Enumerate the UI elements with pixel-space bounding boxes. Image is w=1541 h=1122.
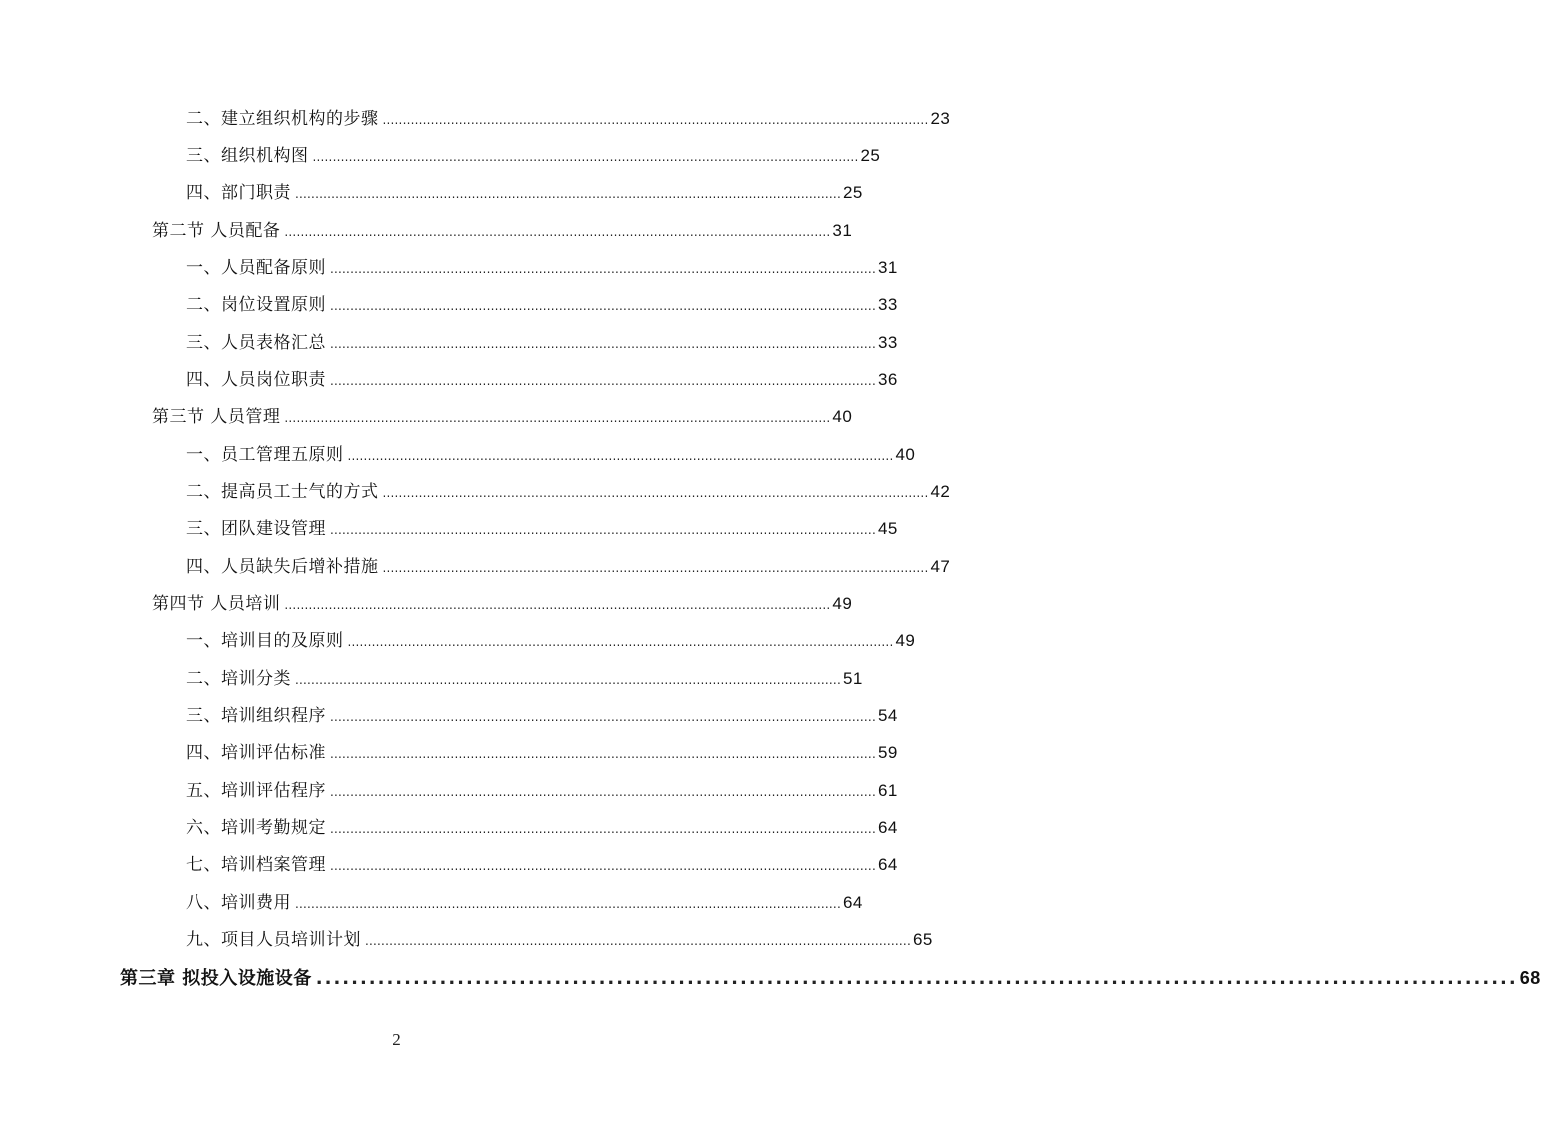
dot-leader: ........................................................................................................................................ [330, 822, 876, 836]
dot-leader: ........................................................................................................................................ [382, 113, 929, 127]
toc-entry[interactable] [186, 665, 863, 693]
toc-entry[interactable] [186, 105, 951, 133]
toc-entry-title: 三、培训组织程序 [186, 706, 326, 726]
toc-entry-title: 三、团队建设管理 [186, 519, 326, 539]
toc-entry-title: 一、人员配备原则 [186, 258, 326, 278]
dot-leader: ........................................................................................................................................ [330, 374, 876, 388]
toc-entry-page: 64 [842, 893, 863, 912]
toc-entry-page: 64 [877, 855, 898, 874]
dot-leader: ........................................................................................................................................ [312, 150, 859, 164]
toc-entry-page: 64 [877, 818, 898, 837]
toc-entry-title: 第二节 人员配备 [152, 221, 281, 241]
toc-entry-page: 51 [842, 669, 863, 688]
toc-entry-page: 49 [895, 631, 916, 650]
toc-entry[interactable] [152, 403, 853, 431]
toc-entry-title: 四、部门职责 [186, 183, 291, 203]
dot-leader: ........................................................................................................................................ [295, 673, 841, 687]
toc-entry-title: 三、组织机构图 [186, 146, 309, 166]
toc-entry-title: 九、项目人员培训计划 [186, 930, 361, 950]
dot-leader: ........................................................................................................................................ [284, 598, 831, 612]
toc-entry[interactable] [186, 478, 951, 506]
toc-entry-title: 七、培训档案管理 [186, 855, 326, 875]
toc-entry-page: 33 [877, 295, 898, 314]
dot-leader: ........................................................................................................................................ [295, 897, 841, 911]
toc-entry-page: 49 [832, 594, 853, 613]
toc-entry[interactable] [186, 366, 898, 394]
toc-entry[interactable] [186, 329, 898, 357]
toc-entry[interactable] [186, 739, 898, 767]
toc-entry-page: 23 [930, 109, 951, 128]
toc-entry-title: 一、培训目的及原则 [186, 631, 344, 651]
toc-entry-page: 59 [877, 743, 898, 762]
dot-leader: ........................................................................................................................................ [330, 337, 876, 351]
page-number: 2 [392, 1030, 401, 1049]
toc-entry-title: 三、人员表格汇总 [186, 333, 326, 353]
toc-entry-page: 33 [877, 333, 898, 352]
toc-entry[interactable] [186, 702, 898, 730]
dot-leader: ........................................................................................................................................ [382, 561, 929, 575]
dot-leader: ........................................................................................................................................ [330, 747, 876, 761]
toc-entry-page: 40 [832, 407, 853, 426]
toc-entry-page: 54 [877, 706, 898, 725]
toc-entry[interactable] [186, 515, 898, 543]
toc-entry-title: 二、提高员工士气的方式 [186, 482, 379, 502]
dot-leader: ........................................................................................................................................ [284, 225, 831, 239]
toc-entry[interactable] [186, 553, 951, 581]
toc-entry[interactable] [186, 814, 898, 842]
dot-leader: ........................................................................................................................................ [330, 859, 876, 873]
dot-leader: ........................................................................................................................................ [330, 262, 876, 276]
toc-entry-title: 第三章 拟投入设施设备 [120, 968, 312, 989]
dot-leader: ........................................................................................................................................ [330, 785, 876, 799]
toc-entry[interactable] [186, 254, 898, 282]
toc-entry-page: 42 [930, 482, 951, 501]
toc-entry-title: 八、培训费用 [186, 893, 291, 913]
dot-leader: ........................................................................................................................................ [330, 523, 876, 537]
toc-entry-title: 二、培训分类 [186, 669, 291, 689]
toc-entry[interactable] [186, 179, 863, 207]
toc-entry-title: 五、培训评估程序 [186, 781, 326, 801]
toc-entry-title: 四、培训评估标准 [186, 743, 326, 763]
toc-entry-page: 40 [895, 445, 916, 464]
toc-entry[interactable] [186, 926, 933, 954]
toc-entry-title: 二、岗位设置原则 [186, 295, 326, 315]
toc-entry-page: 68 [1519, 968, 1541, 988]
toc-entry-title: 二、建立组织机构的步骤 [186, 109, 379, 129]
dot-leader: ........................................................................................................................................ [295, 187, 841, 201]
toc-entry-title: 六、培训考勤规定 [186, 818, 326, 838]
toc-entry[interactable] [186, 441, 916, 469]
dot-leader: ........................................................................................................................................ [365, 934, 911, 948]
toc-entry[interactable] [186, 851, 898, 879]
toc-entry[interactable] [186, 777, 898, 805]
dot-leader: ........................................................................................................................................ [347, 635, 894, 649]
dot-leader: ........................................................................................................................................ [330, 299, 876, 313]
toc-entry-title: 第三节 人员管理 [152, 407, 281, 427]
toc-entry-page: 65 [912, 930, 933, 949]
dot-leader: ........................................................................................................................................ [284, 411, 831, 425]
dot-leader: ........................................................................................................................................ [315, 968, 1518, 989]
toc-entry-page: 31 [877, 258, 898, 277]
toc-entry-page: 36 [877, 370, 898, 389]
toc-entry-title: 四、人员岗位职责 [186, 370, 326, 390]
toc-chapter-entry[interactable] [120, 964, 1541, 992]
toc-entry[interactable] [152, 217, 853, 245]
toc-entry-page: 47 [930, 557, 951, 576]
toc-entry-page: 25 [860, 146, 881, 165]
dot-leader: ........................................................................................................................................ [347, 449, 894, 463]
toc-entry-page: 61 [877, 781, 898, 800]
toc-entry-title: 第四节 人员培训 [152, 594, 281, 614]
toc-entry-title: 四、人员缺失后增补措施 [186, 557, 379, 577]
toc-entry-page: 31 [832, 221, 853, 240]
toc-entry[interactable] [152, 590, 853, 618]
toc-entry[interactable] [186, 291, 898, 319]
toc-entry-title: 一、员工管理五原则 [186, 445, 344, 465]
dot-leader: ........................................................................................................................................ [330, 710, 876, 724]
toc-entry[interactable] [186, 142, 881, 170]
toc-entry[interactable] [186, 889, 863, 917]
toc-entry-page: 25 [842, 183, 863, 202]
toc-entry[interactable] [186, 627, 916, 655]
toc-entry-page: 45 [877, 519, 898, 538]
dot-leader: ........................................................................................................................................ [382, 486, 929, 500]
